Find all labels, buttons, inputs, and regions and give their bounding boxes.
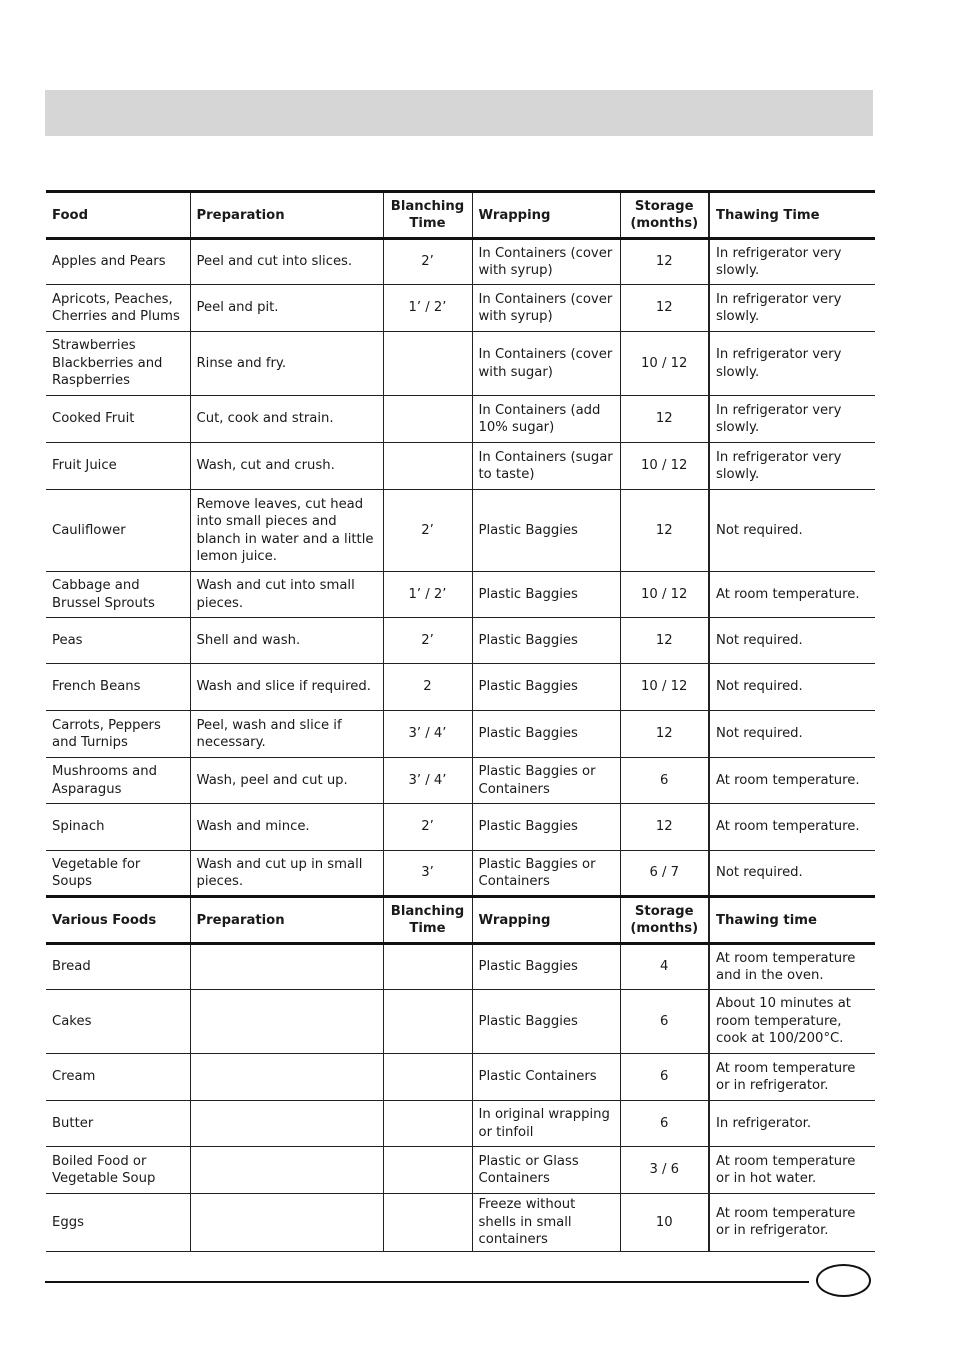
cell-preparation <box>190 1054 383 1101</box>
cell-thawing: At room temperature or in refrigerator. <box>709 1194 875 1252</box>
cell-wrapping: In Containers (cover with syrup) <box>472 239 620 285</box>
header-various-foods: Various Foods <box>46 897 190 944</box>
cell-food: Cauliflower <box>46 490 190 572</box>
cell-storage: 12 <box>620 618 709 664</box>
cell-food: Strawberries Blackberries and Raspberries <box>46 332 190 396</box>
cell-food: Spinach <box>46 804 190 851</box>
cell-food: Cooked Fruit <box>46 396 190 443</box>
header-preparation: Preparation <box>190 192 383 239</box>
cell-food: Cabbage and Brussel Sprouts <box>46 572 190 618</box>
header-preparation: Preparation <box>190 897 383 944</box>
cell-thawing: Not required. <box>709 711 875 758</box>
cell-preparation: Remove leaves, cut head into small pieces and blanch in water and a little lemon juice. <box>190 490 383 572</box>
cell-preparation: Rinse and fry. <box>190 332 383 396</box>
cell-storage: 10 / 12 <box>620 664 709 711</box>
cell-blanching: 2 <box>383 664 472 711</box>
cell-thawing: In refrigerator. <box>709 1101 875 1147</box>
cell-preparation: Peel, wash and slice if necessary. <box>190 711 383 758</box>
cell-preparation: Wash and cut into small pieces. <box>190 572 383 618</box>
page-number-oval <box>816 1264 871 1297</box>
table-row <box>46 1054 875 1101</box>
cell-thawing: About 10 minutes at room temperature, cook at 100/200°C. <box>709 990 875 1054</box>
cell-blanching: 1’ / 2’ <box>383 285 472 332</box>
cell-preparation <box>190 1194 383 1252</box>
cell-food: Peas <box>46 618 190 664</box>
cell-blanching <box>383 944 472 990</box>
table-row <box>46 711 875 758</box>
cell-wrapping: Plastic Containers <box>472 1054 620 1101</box>
table-row <box>46 758 875 804</box>
cell-thawing: At room temperature. <box>709 572 875 618</box>
cell-preparation: Wash, peel and cut up. <box>190 758 383 804</box>
cell-storage: 12 <box>620 285 709 332</box>
table-row <box>46 239 875 285</box>
cell-food: Apricots, Peaches, Cherries and Plums <box>46 285 190 332</box>
cell-storage: 12 <box>620 711 709 758</box>
cell-preparation: Wash, cut and crush. <box>190 443 383 490</box>
freezing-guide-table <box>46 190 875 1252</box>
cell-blanching: 2’ <box>383 618 472 664</box>
cell-storage: 6 / 7 <box>620 851 709 897</box>
cell-thawing: In refrigerator very slowly. <box>709 285 875 332</box>
cell-blanching: 3’ / 4’ <box>383 758 472 804</box>
table-row <box>46 618 875 664</box>
cell-preparation: Wash and cut up in small pieces. <box>190 851 383 897</box>
header-thawing-time: Thawing time <box>709 897 875 944</box>
cell-preparation: Peel and cut into slices. <box>190 239 383 285</box>
cell-food: French Beans <box>46 664 190 711</box>
cell-storage: 4 <box>620 944 709 990</box>
cell-food: Bread <box>46 944 190 990</box>
table-row <box>46 443 875 490</box>
table-row <box>46 664 875 711</box>
cell-thawing: In refrigerator very slowly. <box>709 396 875 443</box>
cell-wrapping: Plastic Baggies <box>472 944 620 990</box>
cell-preparation <box>190 1101 383 1147</box>
cell-blanching: 1’ / 2’ <box>383 572 472 618</box>
cell-blanching <box>383 990 472 1054</box>
cell-storage: 12 <box>620 396 709 443</box>
cell-wrapping: Plastic Baggies <box>472 990 620 1054</box>
cell-thawing: At room temperature or in refrigerator. <box>709 1054 875 1101</box>
cell-food: Carrots, Peppers and Turnips <box>46 711 190 758</box>
table-row <box>46 990 875 1054</box>
cell-food: Mushrooms and Asparagus <box>46 758 190 804</box>
cell-blanching: 3’ <box>383 851 472 897</box>
cell-thawing: At room temperature. <box>709 804 875 851</box>
cell-food: Cakes <box>46 990 190 1054</box>
header-wrapping: Wrapping <box>472 897 620 944</box>
cell-thawing: At room temperature and in the oven. <box>709 944 875 990</box>
cell-thawing: In refrigerator very slowly. <box>709 332 875 396</box>
cell-storage: 12 <box>620 804 709 851</box>
cell-blanching: 2’ <box>383 804 472 851</box>
cell-preparation: Wash and mince. <box>190 804 383 851</box>
header-wrapping: Wrapping <box>472 192 620 239</box>
cell-wrapping: Freeze without shells in small containers <box>472 1194 620 1252</box>
table-row <box>46 490 875 572</box>
cell-thawing: Not required. <box>709 618 875 664</box>
header-food: Food <box>46 192 190 239</box>
cell-blanching <box>383 1194 472 1252</box>
table-row <box>46 851 875 897</box>
header-storage: Storage (months) <box>620 897 709 944</box>
table-header-row <box>46 192 875 239</box>
cell-blanching <box>383 396 472 443</box>
cell-thawing: In refrigerator very slowly. <box>709 239 875 285</box>
table-row <box>46 1147 875 1194</box>
cell-wrapping: Plastic Baggies <box>472 711 620 758</box>
cell-wrapping: Plastic Baggies or Containers <box>472 758 620 804</box>
cell-food: Apples and Pears <box>46 239 190 285</box>
cell-storage: 10 / 12 <box>620 443 709 490</box>
cell-thawing: At room temperature or in hot water. <box>709 1147 875 1194</box>
cell-wrapping: In Containers (cover with sugar) <box>472 332 620 396</box>
table-header-row-various <box>46 897 875 944</box>
cell-preparation <box>190 944 383 990</box>
cell-food: Vegetable for Soups <box>46 851 190 897</box>
cell-preparation <box>190 990 383 1054</box>
table-row <box>46 332 875 396</box>
cell-wrapping: In original wrapping or tinfoil <box>472 1101 620 1147</box>
cell-wrapping: Plastic Baggies <box>472 804 620 851</box>
cell-preparation: Cut, cook and strain. <box>190 396 383 443</box>
cell-preparation <box>190 1147 383 1194</box>
table-row <box>46 944 875 990</box>
cell-wrapping: Plastic Baggies <box>472 618 620 664</box>
table-row <box>46 285 875 332</box>
cell-blanching <box>383 332 472 396</box>
cell-blanching <box>383 1054 472 1101</box>
cell-blanching: 3’ / 4’ <box>383 711 472 758</box>
cell-blanching <box>383 1147 472 1194</box>
header-storage: Storage (months) <box>620 192 709 239</box>
cell-storage: 3 / 6 <box>620 1147 709 1194</box>
cell-storage: 6 <box>620 1101 709 1147</box>
cell-blanching <box>383 443 472 490</box>
cell-storage: 12 <box>620 239 709 285</box>
cell-storage: 12 <box>620 490 709 572</box>
cell-preparation: Wash and slice if required. <box>190 664 383 711</box>
cell-thawing: Not required. <box>709 851 875 897</box>
cell-thawing: Not required. <box>709 664 875 711</box>
table-row <box>46 804 875 851</box>
cell-storage: 10 <box>620 1194 709 1252</box>
cell-thawing: At room temperature. <box>709 758 875 804</box>
cell-storage: 10 / 12 <box>620 572 709 618</box>
cell-storage: 6 <box>620 1054 709 1101</box>
header-blanching-time: Blanching Time <box>383 192 472 239</box>
table-row <box>46 396 875 443</box>
header-thawing-time: Thawing Time <box>709 192 875 239</box>
cell-wrapping: In Containers (cover with syrup) <box>472 285 620 332</box>
cell-food: Cream <box>46 1054 190 1101</box>
cell-thawing: Not required. <box>709 490 875 572</box>
cell-preparation: Shell and wash. <box>190 618 383 664</box>
cell-wrapping: Plastic Baggies or Containers <box>472 851 620 897</box>
cell-wrapping: In Containers (sugar to taste) <box>472 443 620 490</box>
cell-wrapping: Plastic Baggies <box>472 490 620 572</box>
section-header-band <box>45 90 873 136</box>
cell-blanching: 2’ <box>383 490 472 572</box>
cell-preparation: Peel and pit. <box>190 285 383 332</box>
cell-wrapping: In Containers (add 10% sugar) <box>472 396 620 443</box>
cell-food: Fruit Juice <box>46 443 190 490</box>
cell-food: Boiled Food or Vegetable Soup <box>46 1147 190 1194</box>
cell-storage: 6 <box>620 758 709 804</box>
cell-blanching <box>383 1101 472 1147</box>
table-row <box>46 1194 875 1252</box>
table-row <box>46 1101 875 1147</box>
header-blanching-time: Blanching Time <box>383 897 472 944</box>
table-row <box>46 572 875 618</box>
cell-food: Butter <box>46 1101 190 1147</box>
cell-food: Eggs <box>46 1194 190 1252</box>
cell-blanching: 2’ <box>383 239 472 285</box>
cell-storage: 6 <box>620 990 709 1054</box>
cell-wrapping: Plastic or Glass Containers <box>472 1147 620 1194</box>
footer-rule <box>45 1281 809 1283</box>
cell-storage: 10 / 12 <box>620 332 709 396</box>
cell-wrapping: Plastic Baggies <box>472 664 620 711</box>
cell-thawing: In refrigerator very slowly. <box>709 443 875 490</box>
cell-wrapping: Plastic Baggies <box>472 572 620 618</box>
